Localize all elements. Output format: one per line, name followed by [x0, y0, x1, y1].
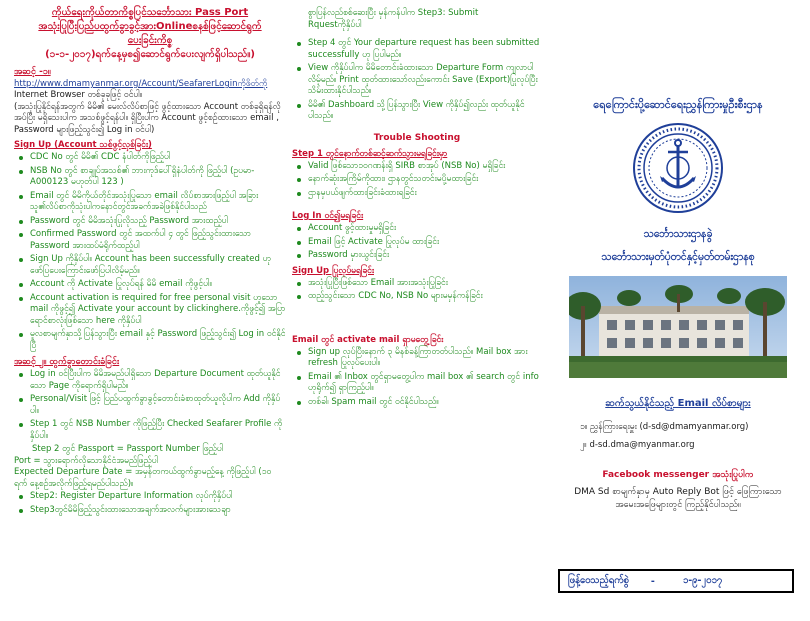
list-item: CDC No တွင် မိမိ၏ CDC နံပါတ်ကိုဖြည့်ပါ — [30, 152, 286, 164]
ts-step1-heading: Step 1 တွင်နောက်တစ်ဆင့်ဆက်သွားမရခြင်းမှာ — [292, 148, 448, 159]
email-issue-heading: Email တွင် activate mail ရှာမတွေ့ခြင်း — [292, 334, 444, 345]
list-item: Email ဖြင့် Activate ပြုလုပ်မ ထားခြင်း — [308, 237, 542, 249]
step2-plain-line: Step 2 တွင် Passport = Passport Number ဖြည့်ပါ — [32, 444, 224, 454]
contact-email-heading: ဆက်သွယ်နိုင်သည့် Email လိပ်စာများ — [605, 398, 751, 409]
account-note: (အသုံးပြုနိုင်ရန်အတွက် မိမိ၏ မေးလ်လိပ်စာဖြင့် ဖွင့်ထားသော Account တစ်ခုရှိရန်လိုအပ်ပြီး မရှိသေးပါက အသစ်ဖွင့်ရန်ပါ။ ရှိပြီးပါက Account ဖွင့်စဉ်ထားသော email , Password များဖြည့်သွင်း၍ Log in ဝင်ပါ) — [14, 101, 281, 135]
list-item: Step2: Register Departure Information လုပ်ကိုနှိပ်ပါ — [30, 491, 286, 503]
office-building-photo — [569, 276, 787, 378]
middle-column — [292, 8, 542, 410]
department-line-2: သင်္ဘောသားမှတ်ပုံတင်နှင့်မှတ်တမ်းဌာနစု — [601, 251, 755, 263]
step2-plain-line: Expected Departure Date = အမှန်တကယ်ထွက်ခွာမည့်နေ့ ကိုဖြည့်ပါ (၁၀ ရက် နေ့စဉ်အလိုက်ဖြည့်ရမည်ပါသည်)။ — [14, 467, 272, 489]
list-item: Email တွင် မိမိကိုယ်တိုင်အသုံးပြုသော email လိပ်စာအားဖြည့်ပါ အခြားသူ၏လိပ်စာကိုသုံးပါကနောင်တွင်အခက်အခဲဖြစ်နိုင်ပါသည် — [30, 191, 286, 214]
date-label: ဖြန့်ဝေသည့်ရက်စွဲ — [568, 575, 629, 586]
email-contact-director: ၁။ ညွှန်ကြားရေးမှူး (d-sd@dmamyanmar.org) — [580, 422, 749, 432]
facebook-text-line: အမေးအဖြေများတွင် ကြည့်နိုင်ပါသည်။ — [615, 500, 741, 510]
title-line: ကိုယ်ရေးကိုယ်တာကိစ္စပြင်သင်္ဘောသား Pass Port — [51, 7, 249, 18]
list-item: Step 4 တွင် Your departure request has been submitted successfully ဟု ပြပါမည်။ — [308, 38, 542, 61]
steps-list — [292, 38, 542, 123]
list-item: နောက်ဆုံးအကြိမ်ကိုထား၊ ဌာနတွင်သတင်းမပို့မထားခြင်း — [308, 174, 542, 186]
signup-issue-heading: Sign Up ပြုလုပ်မရခြင်း — [292, 265, 374, 276]
list-item: Step 1 တွင် NSB Number ကိုဖြည့်ပြီး Checked Seafarer Profile ကိုနှိပ်ပါ။ — [30, 419, 286, 442]
list-item: Account activation is required for free personal visit ဟူသော mail ကိုဖွင့်၍ Activate your account by clickinghere.ကိုဖွင့်၍ အပြာရောင်စာလုံးဖြစ်သော here ကိုနှိပ်ပါ — [30, 292, 286, 326]
list-item: မူလစာမျက်နှာသို့ပြန်သွားပြီး email နှင့် Password ဖြည့်သွင်း၍ Log in ဝင်နိုင်ပြီ — [30, 329, 286, 351]
date-separator: - — [650, 575, 655, 587]
distribution-date-box — [558, 569, 794, 593]
list-item: NSB No တွင် စာချုပ်အသစ်၏ ဘားကုဒ်ပေါ်ရှိနံပါတ်ကို ဖြည့်ပါ (ဥပမာ- A000123 မဟုတ်ပါ 123 ) — [30, 166, 286, 189]
list-item: Password တွင် မိမိအသုံးပြုလိုသည့် Password အားထည့်ပါ — [30, 216, 286, 228]
facebook-heading: Facebook messenger အသုံးပြုပါက — [602, 470, 754, 480]
troubleshooting-heading: Trouble Shooting — [373, 132, 461, 143]
step2-heading: အဆင့် ၂။ ထွက်ခွာတောင်းခံခြင်း — [14, 357, 120, 367]
right-column — [552, 0, 804, 512]
step2-list-b — [14, 491, 286, 516]
signup-issue-list — [292, 278, 542, 303]
list-item: Email ၏ Inbox တွင်ရှာမတွေ့ပါက mail box ၏ search တွင် info ဟုရိုက်၍ ရှာကြည့်ပါ။ — [308, 372, 542, 395]
main-subtitle: (၁-၁-၂၀၁၇)ရက်နေ့မှစ၍ဆောင်ရွက်ပေးလျက်ရှိပါသည်။) — [45, 49, 255, 60]
login-issue-list — [292, 223, 542, 262]
facebook-text-line: DMA Sd စာမျက်နှာမှ Auto Reply Bot ဖြင့် ဖြေကြားသော — [574, 487, 782, 497]
continued-line: စွာပြန်လည်စစ်ဆေးပြီး မှန်ကန်ပါက Step3: Submit — [308, 8, 479, 18]
email-contact-general: ၂။ d-sd.dma@myanmar.org — [580, 440, 695, 450]
signup-heading: Sign Up (Account သစ်ဖွင့်လှစ်ခြင်း) — [14, 140, 152, 150]
step2-list — [14, 369, 286, 442]
login-issue-heading: Log In ဝင်၍မရခြင်း — [292, 211, 364, 221]
list-item: Account ကို Activate ပြုလုပ်ရန် မိမိ email ကိုဖွင့်ပါ။ — [30, 279, 286, 291]
list-item: Confirmed Password တွင် အထက်ပါ ၄ တွင် ဖြည့်သွင်းထားသော Password အားထပ်မံရိုက်ထည့်ပါ — [30, 229, 286, 252]
list-item: Step3တွင်မိမိဖြည့်သွင်းထားသောအချက်အလက်များအားသေချာ — [30, 505, 286, 517]
list-item: Valid ဖြစ်သော၁၀ဂဏန်းရှိ SIRB စာအုပ် (NSB No) မရှိခြင်း — [308, 161, 542, 173]
list-item: အသုံးပြုပြီးဖြစ်သော Email အားအသုံးပြုခြင်း — [308, 278, 542, 290]
list-item: Log in ဝင်ပြီးပါက မိမိအမည်ပါရှိသော Departure Document ထုတ်ယူနိုင်သော Page ကိုရောက်ရှိပါမည်။ — [30, 369, 286, 392]
list-item: မိမိ၏ Dashboard သို့ပြန်သွားပြီး View ကိုနှိပ်၍လည်း ထုတ်ယူနိုင်ပါသည်။ — [308, 100, 542, 123]
left-column — [14, 6, 286, 518]
email-issue-list — [292, 347, 542, 409]
continued-line: Rquestကိုနှိပ်ပါ — [308, 19, 362, 30]
ts-step1-list — [292, 161, 542, 200]
title-line: ပေးခြင်းကိစ္စ — [127, 35, 173, 46]
title-line: အသုံးပြုပြီးပြည်ပထွက်ခွာခွင့်အားOnlineစနစ်ဖြင့်ဆောင်ရွက် — [38, 21, 262, 32]
main-title — [14, 6, 286, 48]
signup-list — [14, 152, 286, 352]
list-item: Account ဖွင့်ထားမှုမရှိခြင်း — [308, 223, 542, 235]
list-item: ထည့်သွင်းသော CDC No, NSB No များမမှန်ကန်ခြင်း — [308, 291, 542, 303]
dma-emblem-logo — [632, 122, 724, 214]
organization-title: ရေကြောင်းပို့ဆောင်ရေးညွှန်ကြားမှုဦးစီးဌာန — [593, 98, 763, 111]
step2-plain-line: Port = သွားရောက်လိုသောနိုင်ငံအမည်ဖြည့်ပါ — [14, 455, 159, 466]
browser-instruction: Internet Browser တစ်ခုခုဖြင့် ဝင်ပါ။ — [14, 90, 143, 100]
date-value: ၁-၉-၂၀၁၇ — [682, 575, 723, 586]
login-url-link[interactable]: http://www.dmamyanmar.org/Account/SeafarerLoginကိုဖိတ်ကို — [14, 79, 268, 89]
list-item: တစ်ခါ၊ Spam mail တွင် ဝင်နိုင်ပါသည်။ — [308, 397, 542, 409]
list-item: Sign Up ကိုနှိပ်ပါ။ Account has been successfully created ဟု ဖော်ပြပေးကြောင်းဖော်ပြပါလိမ့်မည်။ — [30, 254, 286, 277]
list-item: ဌာနမှပယ်ဖျက်ထားခြင်းခံထားရခြင်း — [308, 188, 542, 200]
list-item: View ကိုနှိပ်ပါက မိမိတောင်းခံထားသော Departure Form ကျလာပါလိမ့်မည်။ Print ထုတ်ထားသော်လည်းကောင်း Save (Export)ပြုလုပ်ပြီးသိမ်းထားနိုင်ပါသည်။ — [308, 63, 542, 98]
list-item: Password မှားယွင်းခြင်း — [308, 250, 542, 262]
list-item: Sign up လုပ်ပြီးနောက် ၃ မိနစ်ခန့်ကြာတတ်ပါသည်။ Mail box အား refresh ပြုလုပ်ပေးပါ။ — [308, 347, 542, 370]
list-item: Personal/Visit ဖြင့် ပြည်ပထွက်ခွာခွင့်တောင်းခံစာထုတ်ယူလိုပါက Add ကိုနှိပ်ပါ။ — [30, 394, 286, 417]
department-line-1: သင်္ဘောသားဌာနခွဲ — [643, 228, 713, 240]
step1-heading: အဆင့် -၁။ — [14, 67, 51, 77]
